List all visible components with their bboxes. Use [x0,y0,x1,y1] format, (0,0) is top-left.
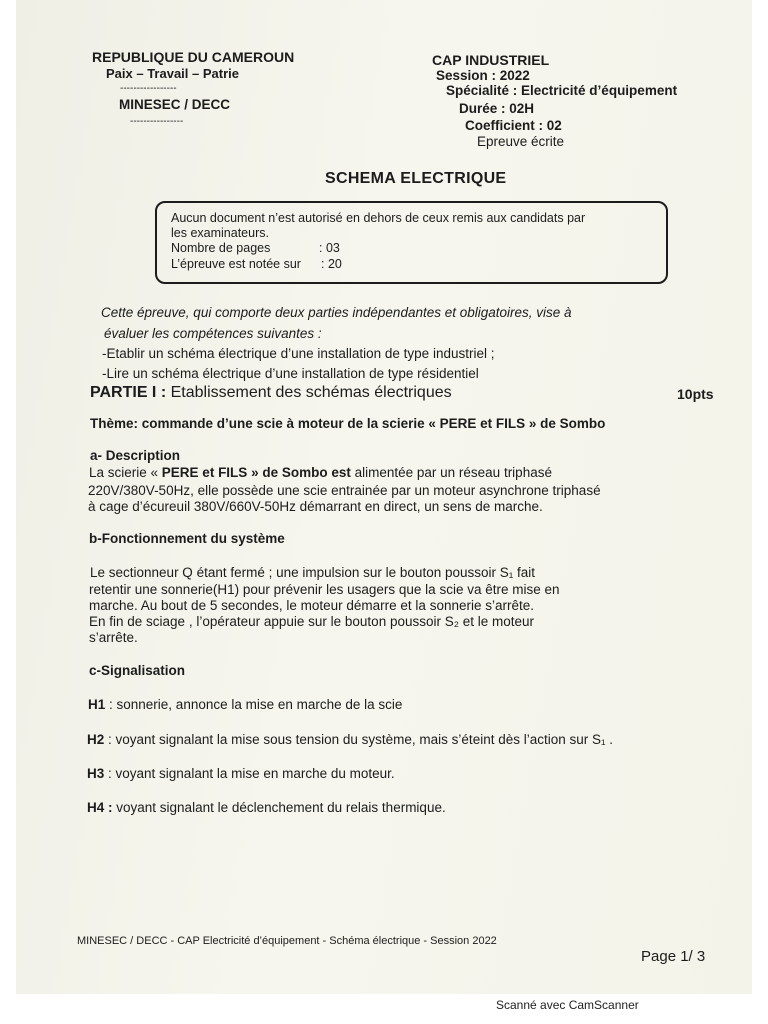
header-duration: Durée : 02H [459,101,535,116]
signalisation-heading: c-Signalisation [89,663,186,678]
description-heading: a- Description [90,448,181,463]
part-title [90,384,452,402]
intro-competence: -Lire un schéma électrique d’une installation de type résidentiel [102,366,479,381]
notice-pages-value: : 03 [319,241,340,255]
notice-score-label: L’épreuve est notée sur [171,257,301,271]
signal-item-h1: H1 : sonnerie, annonce la mise en marche de la scie [88,697,403,712]
intro-line: évaluer les compétences suivantes : [104,326,322,341]
description-line: La scierie « PERE et FILS » de Sombo est alimentée par un réseau triphasé [89,465,552,480]
fonctionnement-heading: b-Fonctionnement du système [89,531,285,546]
notice-pages-label: Nombre de pages [171,241,271,255]
intro-line: Cette épreuve, qui comporte deux parties indépendantes et obligatoires, vise à [101,305,572,320]
page-footer: MINESEC / DECC - CAP Electricité d’équipement - Schéma électrique - Session 2022 [77,935,497,947]
fonctionnement-line: s’arrête. [89,630,138,645]
description-line: à cage d’écureuil 380V/660V-50Hz démarrant en direct, un sens de marche. [88,499,543,514]
fonctionnement-line: retentir une sonnerie(H1) pour prévenir les usagers que la scie va être mise en [89,582,560,597]
header-speciality: Spécialité : Electricité d’équipement [446,83,678,98]
description-line: 220V/380V-50Hz, elle possède une scie entrainée par un moteur asynchrone triphasé [88,483,601,498]
fonctionnement-line: En fin de sciage , l’opérateur appuie sur le bouton poussoir S₂ et le moteur [89,614,535,629]
fonctionnement-line: marche. Au bout de 5 secondes, le moteur démarre et la sonnerie s’arrête. [89,598,534,613]
page-number: Page 1/ 3 [641,948,706,965]
part-points: 10pts [677,386,714,402]
header-mode: Epreuve écrite [477,134,565,149]
header-motto: Paix – Travail – Patrie [106,66,239,81]
header-ministry: MINESEC / DECC [119,97,231,112]
scanner-watermark: Scanné avec CamScanner [496,998,639,1012]
part-name: Etablissement des schémas électriques [170,384,452,401]
notice-score-value: : 20 [321,257,342,271]
signal-item-h3: H3 : voyant signalant la mise en marche du moteur. [87,766,395,781]
signal-item-h4: H4 : voyant signalant le déclenchement du relais thermique. [87,800,446,815]
notice-line: les examinateurs. [171,226,269,240]
header-exam: CAP INDUSTRIEL [432,52,550,68]
header-coefficient: Coefficient : 02 [465,118,562,133]
part-label: PARTIE I : [90,384,171,401]
header-session: Session : 2022 [436,68,530,83]
header-separator: ----------------- [120,83,177,94]
header-separator: ---------------- [130,116,184,127]
signal-item-h2: H2 : voyant signalant la mise sous tension du système, mais s’éteint dès l’action sur S₁ . [87,732,614,747]
header-country: REPUBLIQUE DU CAMEROUN [92,49,295,65]
notice-line: Aucun document n’est autorisé en dehors de ceux remis aux candidats par [171,211,586,225]
fonctionnement-line: Le sectionneur Q étant fermé ; une impulsion sur le bouton poussoir S₁ fait [90,565,536,580]
intro-competence: -Etablir un schéma électrique d’une installation de type industriel ; [102,346,495,361]
document-title: SCHEMA ELECTRIQUE [325,170,507,187]
notice-box [155,201,668,284]
theme: Thème: commande d’une scie à moteur de la scierie « PERE et FILS » de Sombo [90,416,606,431]
